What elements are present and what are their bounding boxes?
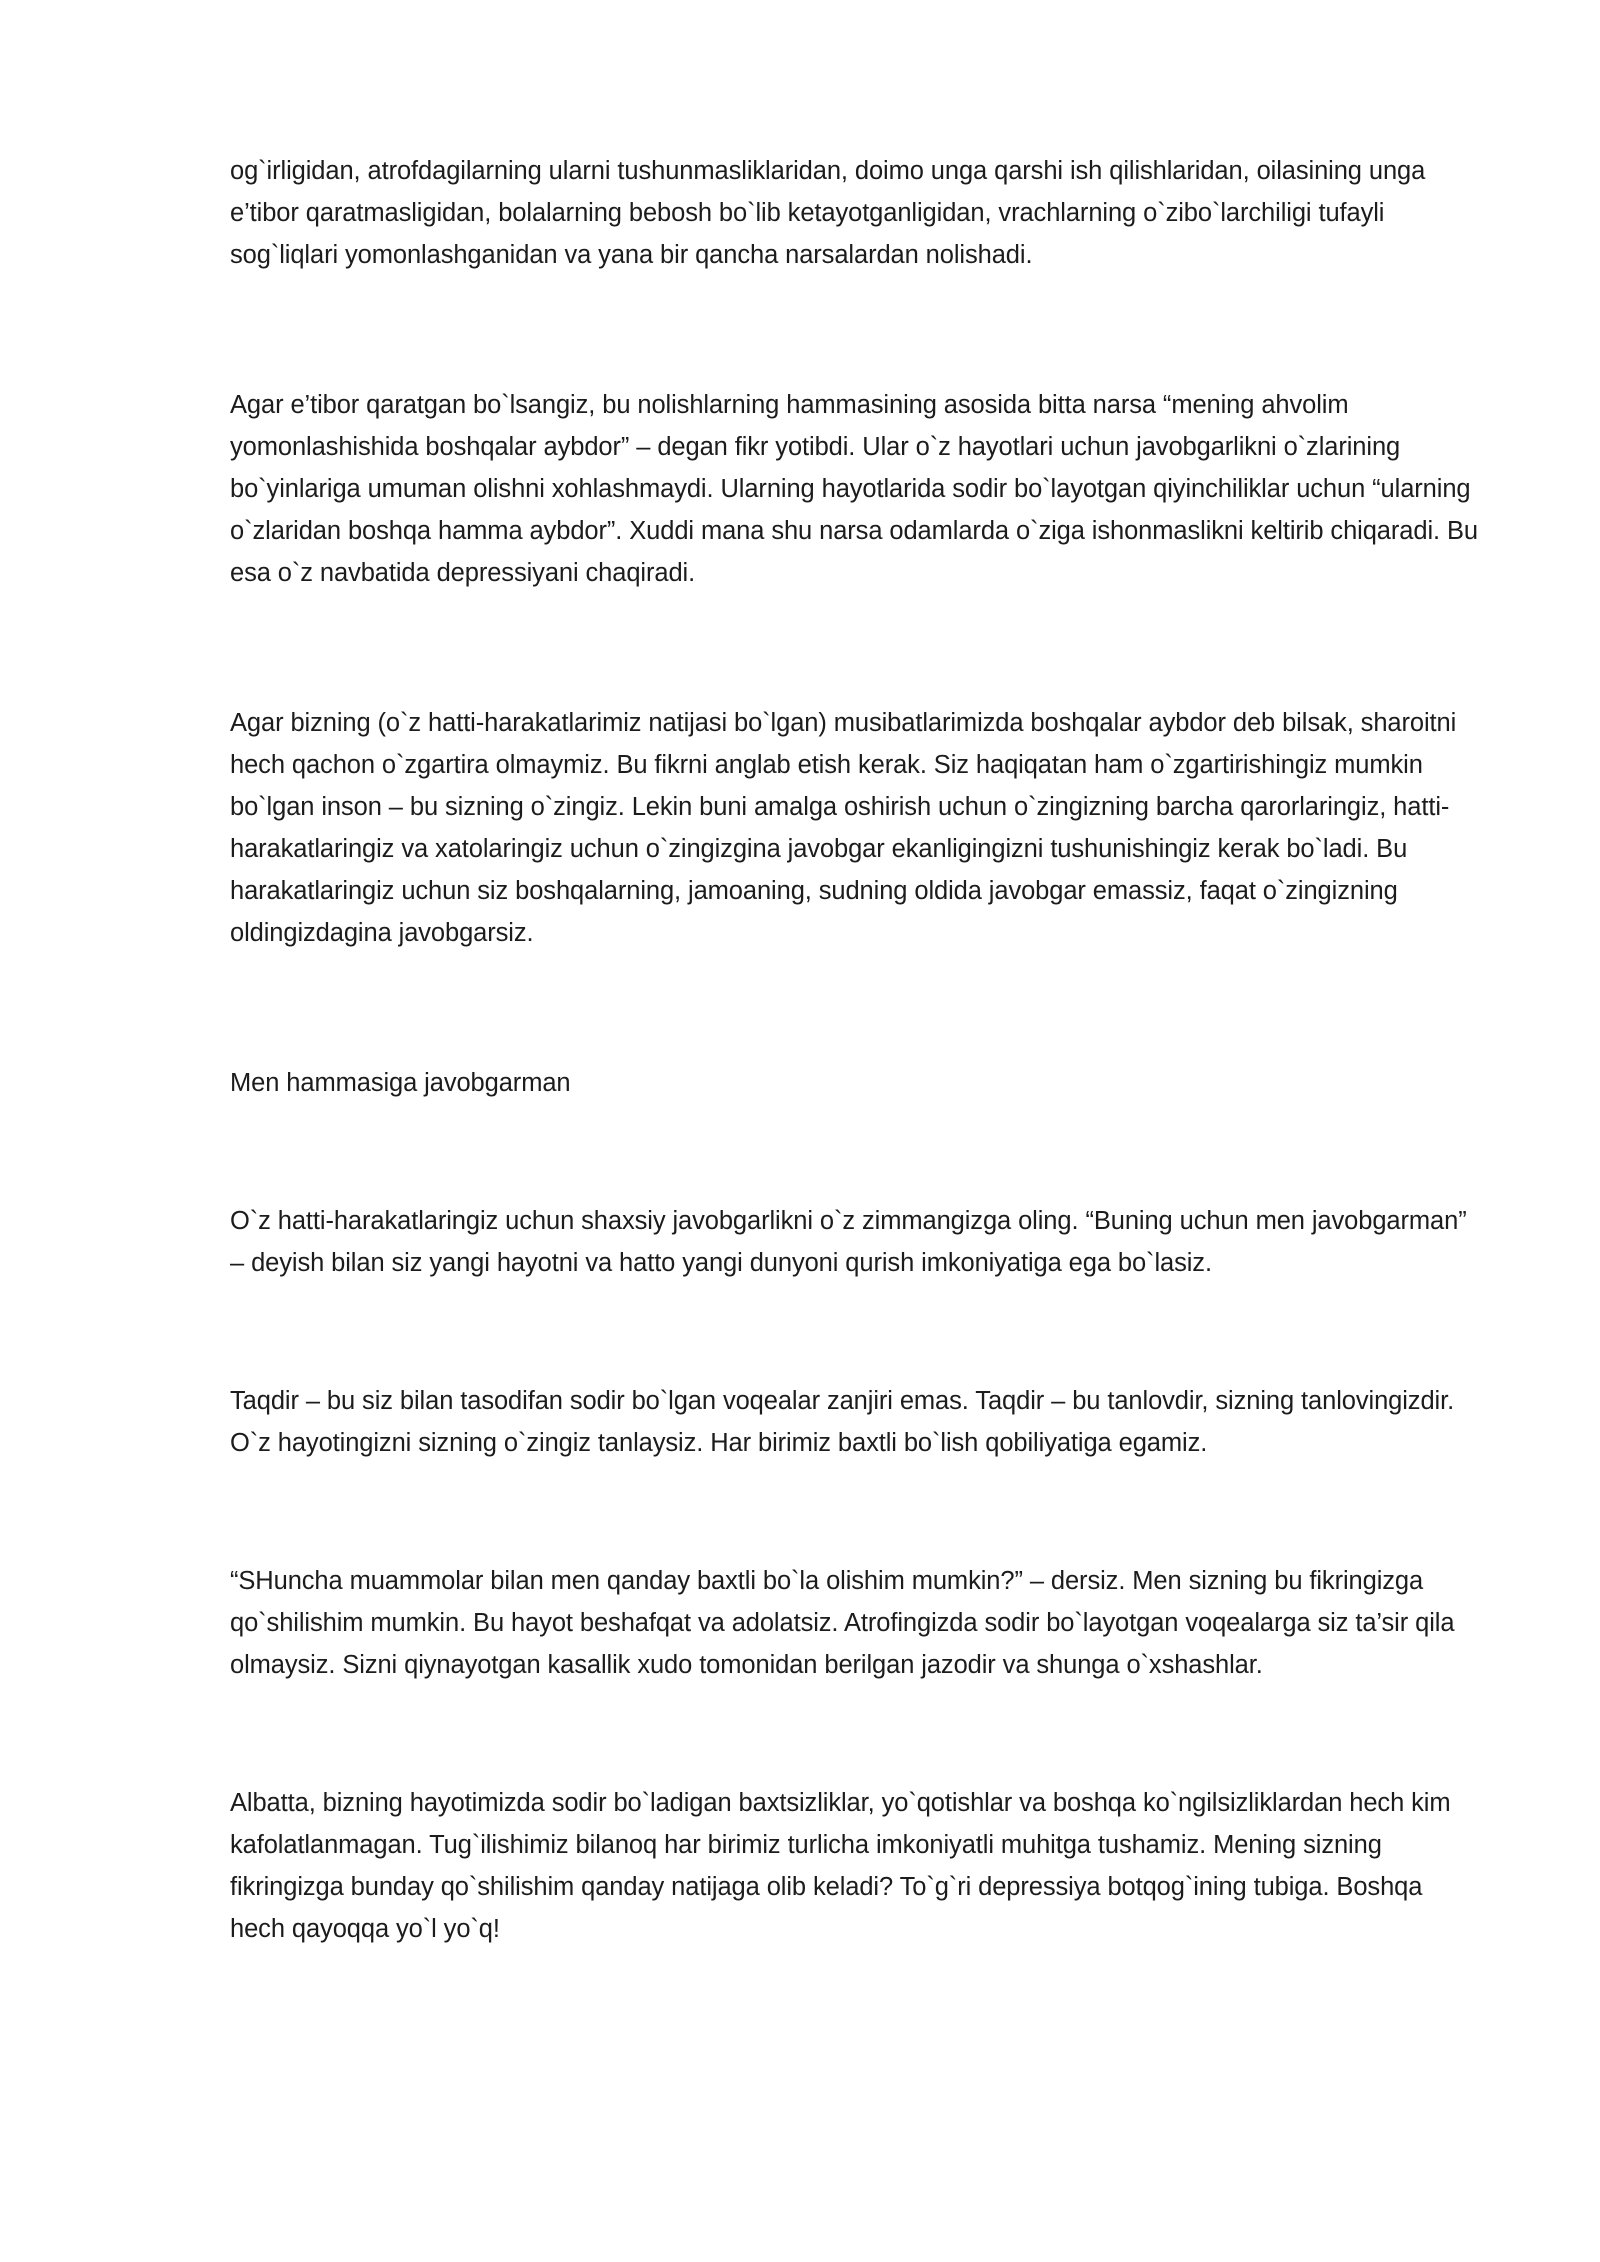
paragraph-many-problems: “SHuncha muammolar bilan men qanday baxtli bo`la olishim mumkin?” – dersiz. Men sizning bu fikringizga qo`shilishim mumkin. Bu hayot beshafqat va adolatsiz. Atrofingizda sodir bo`layotgan voqealarga siz ta’sir qila olmaysiz. Sizni qiynayotgan kasallik xudo tomonidan berilgan jazodir va shunga o`xshashlar. (230, 1567, 1455, 1679)
paragraph-blame-others: Agar e’tibor qaratgan bo`lsangiz, bu nolishlarning hammasining asosida bitta narsa “mening ahvolim yomonlashishida boshqalar aybdor” – degan fikr yotibdi. Ular o`z hayotlari uchun javobgarlikni o`zlarining bo`yinlariga umuman olishni xohlashmaydi. Ularning hayotlarida sodir bo`layotgan qiyinchiliklar uchun “ularning o`zlaridan boshqa hamma aybdor”. Xuddi mana shu narsa odamlarda o`ziga ishonmaslikni keltirib chiqaradi. Bu esa o`z navbatida depressiyani chaqiradi. (230, 391, 1478, 587)
document-page (230, 150, 1480, 1950)
paragraph-change-yourself: Agar bizning (o`z hatti-harakatlarimiz natijasi bo`lgan) musibatlarimizda boshqalar aybdor deb bilsak, sharoitni hech qachon o`zgartira olmaymiz. Bu fikrni anglab etish kerak. Siz haqiqatan ham o`zgartirishingiz mumkin bo`lgan inson – bu sizning o`zingiz. Lekin buni amalga oshirish uchun o`zingizning barcha qarorlaringiz, hatti-harakatlaringiz va xatolaringiz uchun o`zingizgina javobgar ekanligingizni tushunishingiz kerak bo`ladi. Bu harakatlaringiz uchun siz boshqalarning, jamoaning, sudning oldida javobgar emassiz, faqat o`zingizning oldingizdagina javobgarsiz. (230, 709, 1457, 947)
paragraph-misfortunes: Albatta, bizning hayotimizda sodir bo`ladigan baxtsizliklar, yo`qotishlar va boshqa ko`ngilsizliklardan hech kim kafolatlanmagan. Tug`ilishimiz bilanoq har birimiz turlicha imkoniyatli muhitga tushamiz. Mening sizning fikringizga bunday qo`shilishim qanday natijaga olib keladi? To`g`ri depressiya botqog`ining tubiga. Boshqa hech qayoqqa yo`l yo`q! (230, 1789, 1451, 1943)
paragraph-take-responsibility: O`z hatti-harakatlaringiz uchun shaxsiy javobgarlikni o`z zimmangizga oling. “Buning uchun men javobgarman” – deyish bilan siz yangi hayotni va hatto yangi dunyoni qurish imkoniyatiga ega bo`lasiz. (230, 1207, 1467, 1277)
paragraph-complaints-continued: og`irligidan, atrofdagilarning ularni tushunmasliklaridan, doimo unga qarshi ish qilishlaridan, oilasining unga e’tibor qaratmasligidan, bolalarning bebosh bo`lib ketayotganligidan, vrachlarning o`zibo`larchiligi tufayli sog`liqlari yomonlashganidan va yana bir qancha narsalardan nolishadi. (230, 157, 1426, 269)
paragraph-destiny: Taqdir – bu siz bilan tasodifan sodir bo`lgan voqealar zanjiri emas. Taqdir – bu tanlovdir, sizning tanlovingizdir. O`z hayotingizni sizning o`zingiz tanlaysiz. Har birimiz baxtli bo`lish qobiliyatiga egamiz. (230, 1387, 1455, 1457)
section-heading: Men hammasiga javobgarman (230, 1069, 571, 1097)
